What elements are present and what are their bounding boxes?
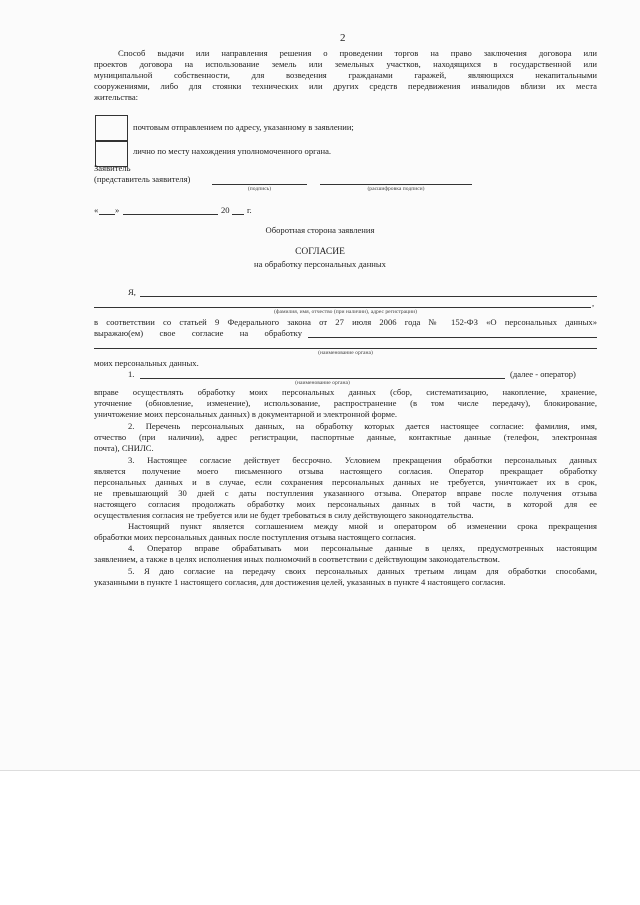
my-data-line: моих персональных данных. — [94, 358, 199, 368]
method-line-1: Способ выдачи или направления решения о проведении торгов на право заключения договора или — [118, 48, 597, 58]
law-line-2: выражаю(ем) свое согласие на обработку — [94, 328, 302, 338]
point-2-line-2: отчество (при наличии), адрес регистрации, паспортные данные, контактные данные (телефон, электронная — [94, 432, 597, 442]
date-year-suffix: г. — [247, 205, 252, 215]
point-3-line-6: осуществления согласия не требуется или не будет требоваться в силу действующего законодательства. — [94, 510, 474, 520]
point-2-line-3: почта), СНИЛС. — [94, 443, 154, 453]
consent-title: СОГЛАСИЕ — [295, 247, 345, 257]
point-5-line-1: 5. Я даю согласие на передачу своих персональных данных третьим лицам для обработки способами, — [128, 566, 597, 576]
signature-caption: (подпись) — [247, 186, 272, 192]
name-line-1[interactable] — [140, 296, 597, 297]
date-open-quote: « — [94, 205, 99, 215]
operator-suffix: (далее - оператор) — [510, 369, 576, 379]
consent-subtitle: на обработку персональных данных — [254, 259, 386, 269]
point-5-line-2: указанными в пункте 1 настоящего согласия, для достижения целей, указанных в пункте 4 настоящего согласия. — [94, 577, 506, 587]
page-number: 2 — [340, 32, 346, 44]
point-1-line-2: уточнение (обновление, изменение), использование, распространение (в том числе передачу), блокирование, — [94, 398, 597, 408]
point-3-line-3: персональных данных и в случае, если сохранения персональных данных не требуется, уничтожает их в срок, — [94, 477, 597, 487]
decode-line[interactable] — [320, 184, 472, 185]
representative-label: (представитель заявителя) — [94, 174, 191, 184]
applicant-label: Заявитель — [94, 163, 131, 173]
org-caption: (наименование органа) — [318, 350, 373, 356]
point-1-line-1: вправе осуществлять обработку моих персональных данных (сбор, систематизацию, накопление, хранение, — [94, 387, 597, 397]
i-label: Я, — [128, 287, 136, 297]
reverse-side-title: Оборотная сторона заявления — [265, 225, 375, 235]
point-2-line-1: 2. Перечень персональных данных, на обработку которых дается настоящее согласие: фамилия, имя, — [128, 421, 597, 431]
name-line-2[interactable] — [94, 307, 591, 308]
law-line-1: в соответствии со статьей 9 Федерального закона от 27 июля 2006 года № 152-ФЗ «О персональных данных» — [94, 317, 597, 327]
name-comma: , — [592, 298, 595, 308]
method-line-3: муниципальной собственности, для возведения гражданами гаражей, являющихся некапитальными — [94, 70, 597, 80]
date-month-line[interactable] — [123, 214, 218, 215]
option-mail-label: почтовым отправлением по адресу, указанному в заявлении; — [133, 122, 354, 132]
operator-line[interactable] — [140, 378, 505, 379]
method-line-5: жительства: — [94, 92, 139, 102]
point-3-line-1: 3. Настоящее согласие действует бессрочно. Условием прекращения обработки персональных данных — [128, 455, 597, 465]
org-line-2[interactable] — [94, 348, 597, 349]
point-3-line-2: является получение моего письменного отзыва настоящего согласия. Оператор прекращает обработку — [94, 466, 597, 476]
mail-option-checkbox[interactable] — [95, 115, 128, 142]
point-3b-line-2: обработки моих персональных данных после поступления отзыва настоящего согласия. — [94, 532, 416, 542]
date-year-prefix: 20 — [221, 205, 230, 215]
point-3-line-5: настоящего согласия продолжать обработку моих персональных данных в той части, в которой для ее — [94, 499, 597, 509]
method-line-4: сооружениями, либо для стоянки технических или других средств передвижения инвалидов вблизи их места — [94, 81, 597, 91]
date-year-line[interactable] — [232, 214, 244, 215]
method-line-2: проектов договора на использование земель или земельных участков, находящихся в государственной или — [94, 59, 597, 69]
point-3b-line-1: Настоящий пункт является соглашением между мной и оператором об изменении срока прекращения — [128, 521, 597, 531]
point-4-line-2: заявлением, а также в целях исполнения иных полномочий в соответствии с действующим законодательством. — [94, 554, 500, 564]
date-close-quote: » — [115, 205, 120, 215]
signature-line[interactable] — [212, 184, 307, 185]
point-1-number: 1. — [128, 369, 135, 379]
option-personal-label: лично по месту нахождения уполномоченного органа. — [133, 146, 332, 156]
org-line-1[interactable] — [308, 337, 597, 338]
point-4-line-1: 4. Оператор вправе обрабатывать мои персональные данные в целях, предусмотренных настоящим — [128, 543, 597, 553]
date-day-line[interactable] — [99, 214, 115, 215]
name-caption: (фамилия, имя, отчество (при наличии), адрес регистрации) — [273, 309, 418, 315]
decode-caption: (расшифровка подписи) — [367, 186, 425, 192]
operator-caption: (наименование органа) — [295, 380, 350, 386]
point-3-line-4: не превышающий 30 дней с даты поступления указанного отзыва. Оператор вправе после получения отзыва — [94, 488, 597, 498]
point-1-line-3: уничтожение моих персональных данных) в документарной и электронной форме. — [94, 409, 398, 419]
